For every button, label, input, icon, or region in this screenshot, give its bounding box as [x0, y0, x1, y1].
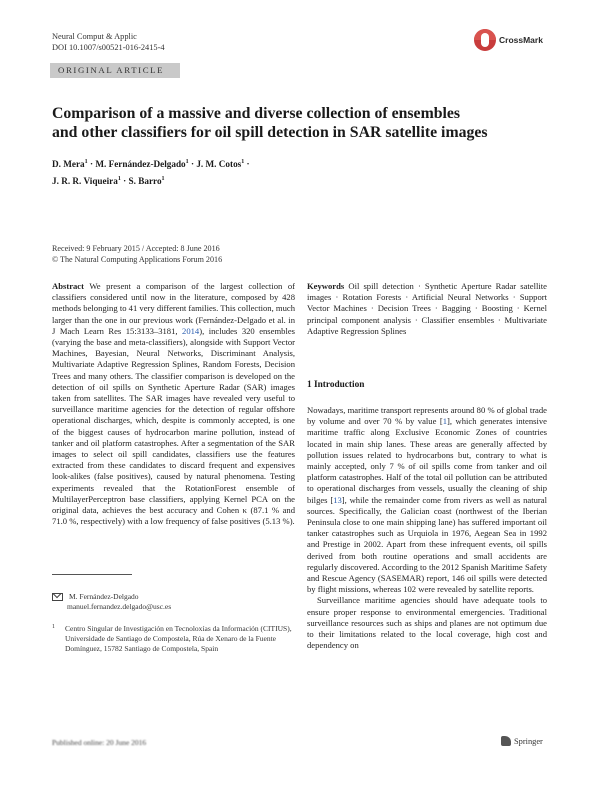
title-line-2: and other classifiers for oil spill detection in SAR satellite images [52, 124, 488, 141]
abstract [52, 281, 295, 527]
copyright-line: © The Natural Computing Applications Forum 2016 [52, 255, 223, 264]
corresponding-author: M. Fernández-Delgado [69, 592, 139, 601]
citation-link[interactable]: 13 [333, 494, 342, 505]
abstract-text-part-2: ), includes 320 ensembles (varying the base and meta-classifiers), alongside with Support Vector Machines, Bayesian, Neural Networks, Discriminant Analysis, Multivariate Adaptive Regression Splines, Random Forests, Decision Trees and many others. The classifier comparison is developed on the detection of oil spills on Synthetic Aperture Radar (SAR) images taken from satellites. The SAR images have revealed very useful to surveillance maritime agencies for the detection of regular offshore operational discharges, which, despite is commonly accepted, is one of the biggest causes of hydrocarbon marine pollution, instead of tanker and oil platform catastrophes. After a segmentation of the SAR images to select oil spill candidates, classifiers use the features extracted from these candidates to discard frequent and expensives look-alikes (false positives), caused by natural phenomena. Testing experiments revealed that the RotationForest ensemble of MultilayerPerceptron base classifiers, applying Kernel PCA on the original data, achieves the best accuracy and Cohen κ (87.1 % and 71.0 %, respectively) with a low frequency of false positives (5.13 %). [52, 325, 295, 527]
doi[interactable]: DOI 10.1007/s00521-016-2415-4 [52, 43, 165, 52]
author-name[interactable]: M. Fernández-Delgado [95, 159, 186, 170]
intro-paragraph-2: Surveillance maritime agencies should have adequate tools to ensure proper response to environmental emergencies. Traditional surveillance resources such as ships and planes are not optimum due to their limitations related to the local coverage, high cost and dependency on [307, 595, 547, 651]
envelope-icon [52, 593, 63, 601]
intro-text: ], while the remainder come from rivers as well as natural sources. Specifically, the Galician coast (northwest of the Iberian Peninsula close to one main shipping lane) has suffered important oil tanker catastrophes such as Urquiola in 1976, Aegean Sea in 1992 and Prestige in 2002. Apart from these infrequent events, oil spills derived from both routine operations and small accidents are regularly discovered. According to the 2012 Spanish Maritime Safety and Rescue Agency (SASEMAR) report, 146 oil spills were detected by flight missions, whereas 102 were revealed by satellite reports. [307, 494, 547, 595]
author-name[interactable]: J. R. R. Viqueira [52, 176, 118, 187]
intro-paragraph-1 [307, 405, 547, 595]
keywords-heading: Keywords [307, 281, 345, 291]
author-line-2 [52, 172, 352, 189]
citation-link[interactable]: 1 [442, 416, 448, 427]
author-affiliation-mark: 1 [241, 159, 245, 165]
paper-title [52, 104, 522, 142]
crossmark-icon [474, 29, 496, 51]
author-separator: · [190, 159, 195, 170]
author-affiliation-mark: 1 [161, 176, 165, 183]
article-dates [52, 243, 222, 265]
journal-header [52, 31, 165, 53]
abstract-heading: Abstract [52, 281, 84, 291]
author-affiliation-mark: 1 [185, 159, 189, 165]
author-name[interactable]: S. Barro [128, 176, 162, 187]
publisher-logo [501, 736, 543, 746]
affiliation-number: 1 [52, 624, 55, 630]
publisher-name: Springer [514, 736, 543, 746]
abstract-text-part-1: We present a comparison of the largest collection of classifiers considered until now in the literature, composed by 428 methods belonging to 41 very different families. This collection, much larger than the one in our previous work (Fernández-Delgado et al. in J Mach Learn Res 15:3133–3181, [52, 281, 295, 336]
author-line-1 [52, 155, 352, 172]
intro-text: Nowadays, maritime transport represents around 80 % of global trade by volume and over 70 % by value [ [307, 405, 547, 427]
springer-horse-icon [501, 736, 511, 746]
author-separator: · [123, 176, 127, 187]
crossmark-badge[interactable] [474, 27, 554, 53]
author-separator: · [246, 159, 250, 170]
crossmark-label: CrossMark [499, 35, 543, 45]
author-affiliation-mark: 1 [117, 176, 121, 183]
author-list [52, 155, 352, 189]
published-online: Published online: 20 June 2016 [52, 738, 147, 747]
author-separator: · [89, 159, 94, 170]
introduction-body [307, 405, 547, 651]
title-line-1: Comparison of a massive and diverse collection of ensembles [52, 105, 461, 122]
received-accepted: Received: 9 February 2015 / Accepted: 8 June 2016 [52, 244, 220, 253]
abstract-citation-link[interactable]: 2014 [182, 325, 200, 336]
correspondence [52, 592, 295, 612]
affiliation-text: Centro Singular de Investigación en Tecnoloxías da Información (CITIUS), Universidade de Santiago de Compostela, Rúa de Xenaro de la Fuente Domínguez, 15782 Santiago de Compostela, Spain [65, 624, 292, 653]
keywords-text: Oil spill detection · Synthetic Aperture Radar satellite images · Rotation Forests · Artificial Neural Networks · Support Vector Machines · Decision Trees · Bagging · Boosting · Kernel principal component analysis · Classifier ensembles · Multivariate Adaptive Regression Splines [307, 281, 547, 336]
author-affiliation-mark: 1 [84, 159, 88, 165]
keywords [307, 281, 547, 337]
corresponding-email[interactable]: manuel.fernandez.delgado@usc.es [67, 602, 172, 611]
journal-name: Neural Comput & Applic [52, 32, 137, 41]
intro-text: ], which generates intensive maritime traffic along Exclusive Economic Zones of countries located in main ship lanes. These areas are generally affected by pollution issues related to hydrocarbons but, contrary to what is mainly accepted, only 7 % of oil spills come from tanker and oil platform catastrophes. Half of the total oil pollution can be attributed to operational discharges from vessels, usually the cleaning of ship bilges [ [307, 416, 547, 505]
section-title: 1 Introduction [307, 380, 365, 390]
article-type: ORIGINAL ARTICLE [58, 65, 165, 75]
affiliation [52, 624, 292, 654]
author-name[interactable]: D. Mera [52, 159, 85, 170]
author-name[interactable]: J. M. Cotos [196, 159, 242, 170]
footnote-divider [52, 574, 132, 575]
